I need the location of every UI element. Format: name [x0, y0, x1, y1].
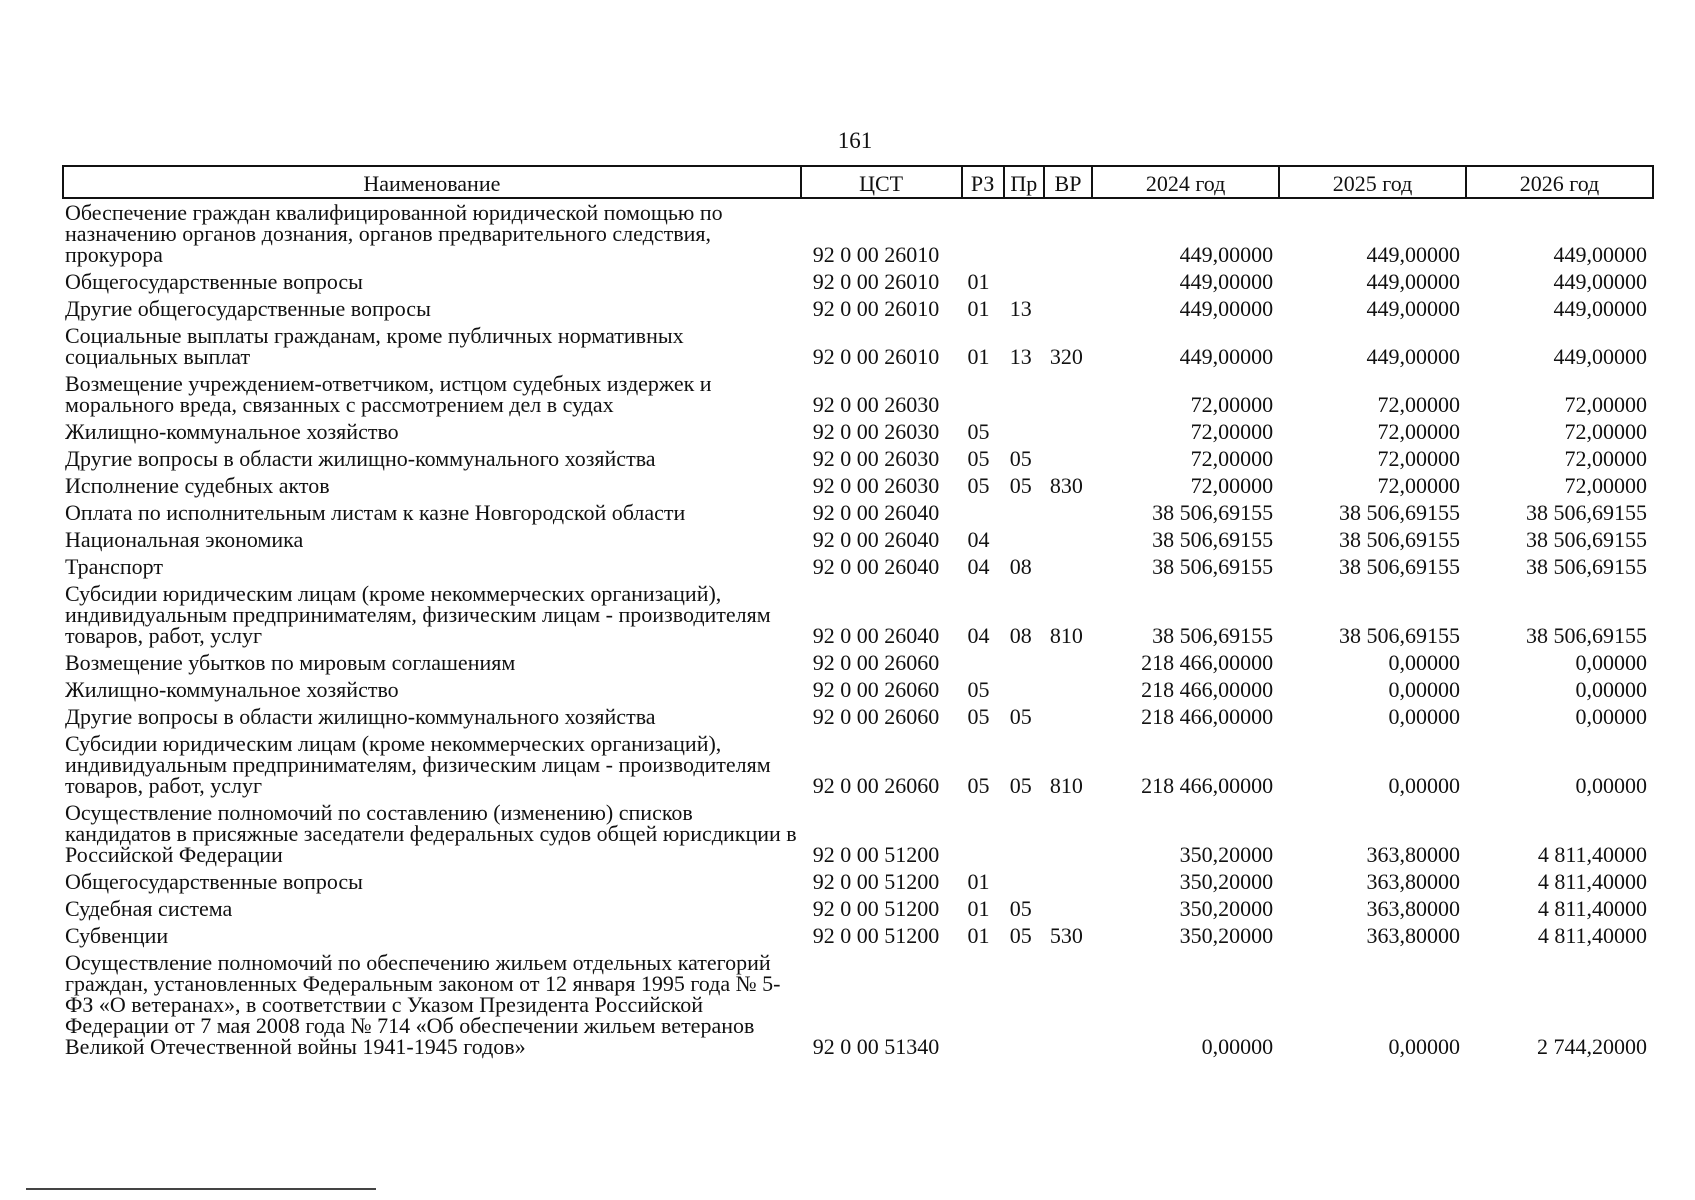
cell-rz: [962, 799, 1004, 868]
table-row: [63, 703, 1653, 730]
cell-year-2024: 72,00000: [1190, 473, 1274, 498]
table-row: [63, 472, 1653, 499]
cell-pr: 05: [1009, 923, 1032, 948]
cell-vr: [1044, 418, 1092, 445]
cell-vr: [1044, 445, 1092, 472]
cell-pr: 05: [1009, 773, 1032, 798]
cell-vr: [1044, 295, 1092, 322]
cell-pr: [1004, 198, 1044, 268]
cell-year-2024: 350,20000: [1179, 896, 1274, 921]
cell-cst: 92 0 00 26030: [812, 473, 940, 498]
cell-name: Национальная экономика: [65, 527, 304, 552]
cell-cst: 92 0 00 26010: [812, 242, 940, 267]
cell-year-2026: 72,00000: [1564, 446, 1647, 471]
cell-rz: 05: [967, 446, 990, 471]
table-row: [63, 418, 1653, 445]
cell-year-2025: 363,80000: [1366, 896, 1460, 921]
cell-pr: [1004, 649, 1044, 676]
cell-rz: [962, 649, 1004, 676]
cell-year-2024: 449,00000: [1179, 344, 1274, 369]
cell-cst: 92 0 00 51200: [812, 869, 940, 894]
table-row: [63, 198, 1653, 268]
cell-year-2026: 72,00000: [1564, 419, 1647, 444]
cell-rz: [962, 198, 1004, 268]
cell-rz: 05: [967, 704, 990, 729]
table-row: [63, 268, 1653, 295]
cell-year-2025: 0,00000: [1388, 650, 1460, 675]
cell-cst: 92 0 00 26060: [812, 773, 940, 798]
cell-name: Общегосударственные вопросы: [65, 869, 363, 894]
cell-year-2025: 449,00000: [1366, 344, 1460, 369]
cell-rz: [962, 370, 1004, 418]
cell-pr: [1004, 799, 1044, 868]
cell-cst: 92 0 00 26060: [812, 704, 940, 729]
cell-name: Возмещение убытков по мировым соглашениям: [65, 650, 516, 675]
cell-cst: 92 0 00 26030: [812, 392, 940, 417]
cell-year-2024: 38 506,69155: [1152, 554, 1274, 579]
cell-rz: 04: [967, 623, 990, 648]
cell-rz: 05: [967, 419, 990, 444]
cell-year-2025: 38 506,69155: [1339, 500, 1460, 525]
cell-year-2026: 38 506,69155: [1526, 554, 1647, 579]
cell-year-2024: 72,00000: [1190, 419, 1274, 444]
cell-year-2026: 4 811,40000: [1537, 869, 1647, 894]
cell-rz: 01: [967, 344, 990, 369]
cell-name: Другие общегосударственные вопросы: [65, 296, 431, 321]
cell-vr: [1044, 703, 1092, 730]
cell-year-2026: 449,00000: [1553, 269, 1647, 294]
table-row: [63, 370, 1653, 418]
cell-year-2024: 218 466,00000: [1141, 773, 1274, 798]
cell-name: Субсидии юридическим лицам (кроме некоммерческих организаций), индивидуальным предпринимателям, физическим лицам - производителям товаров, работ, услуг: [65, 581, 771, 648]
cell-rz: 01: [967, 896, 990, 921]
table-row: [63, 553, 1653, 580]
cell-cst: 92 0 00 26040: [812, 500, 940, 525]
cell-pr: 05: [1009, 446, 1032, 471]
cell-year-2025: 363,80000: [1366, 923, 1460, 948]
header-2026: 2026 год: [1466, 166, 1653, 198]
cell-year-2026: 4 811,40000: [1537, 923, 1647, 948]
cell-year-2025: 0,00000: [1388, 773, 1460, 798]
cell-vr: [1044, 949, 1092, 1060]
cell-name: Оплата по исполнительным листам к казне Новгородской области: [65, 500, 686, 525]
cell-year-2025: 38 506,69155: [1339, 623, 1460, 648]
cell-vr: [1044, 649, 1092, 676]
cell-name: Осуществление полномочий по составлению (изменению) списков кандидатов в присяжные заседатели федеральных судов общей юрисдикции в Российской Федерации: [65, 800, 797, 867]
cell-name: Возмещение учреждением-ответчиком, истцом судебных издержек и морального вреда, связанных с рассмотрением дел в судах: [65, 371, 712, 417]
table-row: [63, 676, 1653, 703]
cell-year-2026: 0,00000: [1575, 677, 1647, 702]
header-2025: 2025 год: [1279, 166, 1466, 198]
cell-rz: 04: [967, 554, 990, 579]
cell-pr: [1004, 418, 1044, 445]
cell-year-2024: 350,20000: [1179, 869, 1274, 894]
cell-vr: [1044, 553, 1092, 580]
cell-cst: 92 0 00 51340: [812, 1034, 940, 1059]
cell-year-2024: 449,00000: [1179, 269, 1274, 294]
cell-vr: [1044, 198, 1092, 268]
cell-year-2025: 363,80000: [1366, 869, 1460, 894]
cell-name: Другие вопросы в области жилищно-коммунального хозяйства: [65, 446, 656, 471]
cell-pr: [1004, 370, 1044, 418]
cell-rz: 01: [967, 269, 990, 294]
cell-cst: 92 0 00 26040: [812, 623, 940, 648]
cell-cst: 92 0 00 26010: [812, 296, 940, 321]
header-2024: 2024 год: [1092, 166, 1279, 198]
cell-pr: [1004, 868, 1044, 895]
header-vr: ВР: [1044, 166, 1092, 198]
cell-year-2026: 0,00000: [1575, 650, 1647, 675]
cell-year-2024: 0,00000: [1201, 1034, 1274, 1059]
header-rz: РЗ: [962, 166, 1004, 198]
table-row: [63, 499, 1653, 526]
cell-name: Субвенции: [65, 923, 169, 948]
table-row: [63, 526, 1653, 553]
cell-cst: 92 0 00 51200: [812, 896, 940, 921]
header-name: Наименование: [63, 166, 801, 198]
cell-cst: 92 0 00 26060: [812, 677, 940, 702]
table-row: [63, 895, 1653, 922]
cell-vr: 830: [1049, 473, 1083, 498]
cell-pr: [1004, 676, 1044, 703]
cell-year-2026: 449,00000: [1553, 242, 1647, 267]
cell-pr: 13: [1009, 296, 1032, 321]
cell-vr: [1044, 676, 1092, 703]
cell-year-2026: 38 506,69155: [1526, 527, 1647, 552]
cell-pr: 05: [1009, 896, 1032, 921]
cell-rz: [962, 499, 1004, 526]
cell-year-2025: 0,00000: [1388, 677, 1460, 702]
cell-year-2025: 72,00000: [1377, 419, 1460, 444]
budget-table: [62, 165, 1654, 1060]
cell-cst: 92 0 00 26010: [812, 344, 940, 369]
cell-vr: [1044, 868, 1092, 895]
header-row: [63, 166, 1653, 198]
cell-year-2026: 4 811,40000: [1537, 896, 1647, 921]
footer-divider: [26, 1188, 376, 1190]
cell-pr: [1004, 268, 1044, 295]
cell-year-2026: 0,00000: [1575, 773, 1647, 798]
cell-year-2025: 72,00000: [1377, 446, 1460, 471]
cell-year-2026: 2 744,20000: [1537, 1034, 1647, 1059]
cell-year-2025: 38 506,69155: [1339, 527, 1460, 552]
table-row: [63, 949, 1653, 1060]
cell-year-2025: 449,00000: [1366, 269, 1460, 294]
cell-vr: [1044, 895, 1092, 922]
cell-year-2024: 38 506,69155: [1152, 500, 1274, 525]
cell-year-2026: 38 506,69155: [1526, 500, 1647, 525]
cell-name: Жилищно-коммунальное хозяйство: [65, 419, 399, 444]
cell-year-2025: 72,00000: [1377, 392, 1460, 417]
cell-vr: [1044, 526, 1092, 553]
cell-vr: [1044, 268, 1092, 295]
cell-year-2024: 218 466,00000: [1141, 704, 1274, 729]
cell-name: Исполнение судебных актов: [65, 473, 330, 498]
cell-vr: [1044, 799, 1092, 868]
cell-year-2025: 363,80000: [1366, 842, 1460, 867]
table-row: [63, 868, 1653, 895]
header-cst: ЦСТ: [801, 166, 962, 198]
cell-rz: [962, 949, 1004, 1060]
cell-year-2024: 350,20000: [1179, 923, 1274, 948]
cell-year-2025: 38 506,69155: [1339, 554, 1460, 579]
cell-name: Осуществление полномочий по обеспечению жильем отдельных категорий граждан, установленных Федеральным законом от 12 января 1995 года № 5-ФЗ «О ветеранах», в соответствии с Указом Президента Российской Федерации от 7 мая 2008 года № 714 «Об обеспечении жильем ветеранов Великой Отечественной войны 1941-1945 годов»: [65, 950, 781, 1059]
cell-vr: [1044, 370, 1092, 418]
table-row: [63, 580, 1653, 649]
cell-vr: 530: [1049, 923, 1083, 948]
cell-pr: [1004, 499, 1044, 526]
cell-cst: 92 0 00 26030: [812, 419, 940, 444]
cell-year-2024: 72,00000: [1190, 392, 1274, 417]
cell-cst: 92 0 00 26010: [812, 269, 940, 294]
table-row: [63, 295, 1653, 322]
table-row: [63, 649, 1653, 676]
cell-name: Субсидии юридическим лицам (кроме некоммерческих организаций), индивидуальным предпринимателям, физическим лицам - производителям товаров, работ, услуг: [65, 731, 771, 798]
cell-name: Судебная система: [65, 896, 233, 921]
cell-pr: 08: [1009, 554, 1032, 579]
cell-year-2024: 218 466,00000: [1141, 677, 1274, 702]
cell-year-2024: 449,00000: [1179, 242, 1274, 267]
cell-name: Транспорт: [65, 554, 164, 579]
cell-year-2024: 218 466,00000: [1141, 650, 1274, 675]
cell-rz: 05: [967, 773, 990, 798]
cell-year-2026: 0,00000: [1575, 704, 1647, 729]
cell-pr: 08: [1009, 623, 1032, 648]
cell-vr: [1044, 499, 1092, 526]
cell-year-2025: 72,00000: [1377, 473, 1460, 498]
table-row: [63, 322, 1653, 370]
cell-name: Жилищно-коммунальное хозяйство: [65, 677, 399, 702]
cell-year-2024: 38 506,69155: [1152, 527, 1274, 552]
cell-year-2025: 449,00000: [1366, 296, 1460, 321]
cell-name: Другие вопросы в области жилищно-коммунального хозяйства: [65, 704, 656, 729]
cell-cst: 92 0 00 51200: [812, 842, 940, 867]
cell-vr: 320: [1049, 344, 1083, 369]
cell-rz: 01: [967, 923, 990, 948]
budget-table-container: [62, 165, 1654, 1060]
cell-pr: 05: [1009, 704, 1032, 729]
cell-cst: 92 0 00 26060: [812, 650, 940, 675]
cell-rz: 04: [967, 527, 990, 552]
cell-year-2024: 38 506,69155: [1152, 623, 1274, 648]
cell-year-2024: 350,20000: [1179, 842, 1274, 867]
cell-year-2025: 0,00000: [1388, 1034, 1460, 1059]
table-body: [63, 198, 1653, 1060]
cell-vr: 810: [1049, 623, 1083, 648]
cell-cst: 92 0 00 26030: [812, 446, 940, 471]
cell-year-2026: 449,00000: [1553, 296, 1647, 321]
table-header: [63, 166, 1653, 198]
cell-rz: 01: [967, 869, 990, 894]
cell-name: Общегосударственные вопросы: [65, 269, 363, 294]
header-pr: Пр: [1004, 166, 1044, 198]
cell-rz: 05: [967, 677, 990, 702]
cell-pr: 05: [1009, 473, 1032, 498]
cell-year-2024: 449,00000: [1179, 296, 1274, 321]
table-row: [63, 922, 1653, 949]
cell-pr: [1004, 949, 1044, 1060]
cell-cst: 92 0 00 26040: [812, 554, 940, 579]
cell-pr: [1004, 526, 1044, 553]
table-row: [63, 799, 1653, 868]
cell-vr: 810: [1049, 773, 1083, 798]
cell-name: Социальные выплаты гражданам, кроме публичных нормативных социальных выплат: [65, 323, 684, 369]
cell-cst: 92 0 00 26040: [812, 527, 940, 552]
cell-year-2026: 4 811,40000: [1537, 842, 1647, 867]
cell-year-2026: 38 506,69155: [1526, 623, 1647, 648]
cell-year-2025: 449,00000: [1366, 242, 1460, 267]
cell-year-2025: 0,00000: [1388, 704, 1460, 729]
cell-rz: 05: [967, 473, 990, 498]
cell-name: Обеспечение граждан квалифицированной юридической помощью по назначению органов дознания, органов предварительного следствия, прокурора: [65, 200, 723, 267]
cell-rz: 01: [967, 296, 990, 321]
cell-year-2026: 72,00000: [1564, 473, 1647, 498]
cell-pr: 13: [1009, 344, 1032, 369]
page-number: 161: [837, 128, 873, 153]
cell-year-2026: 72,00000: [1564, 392, 1647, 417]
cell-year-2024: 72,00000: [1190, 446, 1274, 471]
table-row: [63, 445, 1653, 472]
cell-cst: 92 0 00 51200: [812, 923, 940, 948]
cell-year-2026: 449,00000: [1553, 344, 1647, 369]
table-row: [63, 730, 1653, 799]
